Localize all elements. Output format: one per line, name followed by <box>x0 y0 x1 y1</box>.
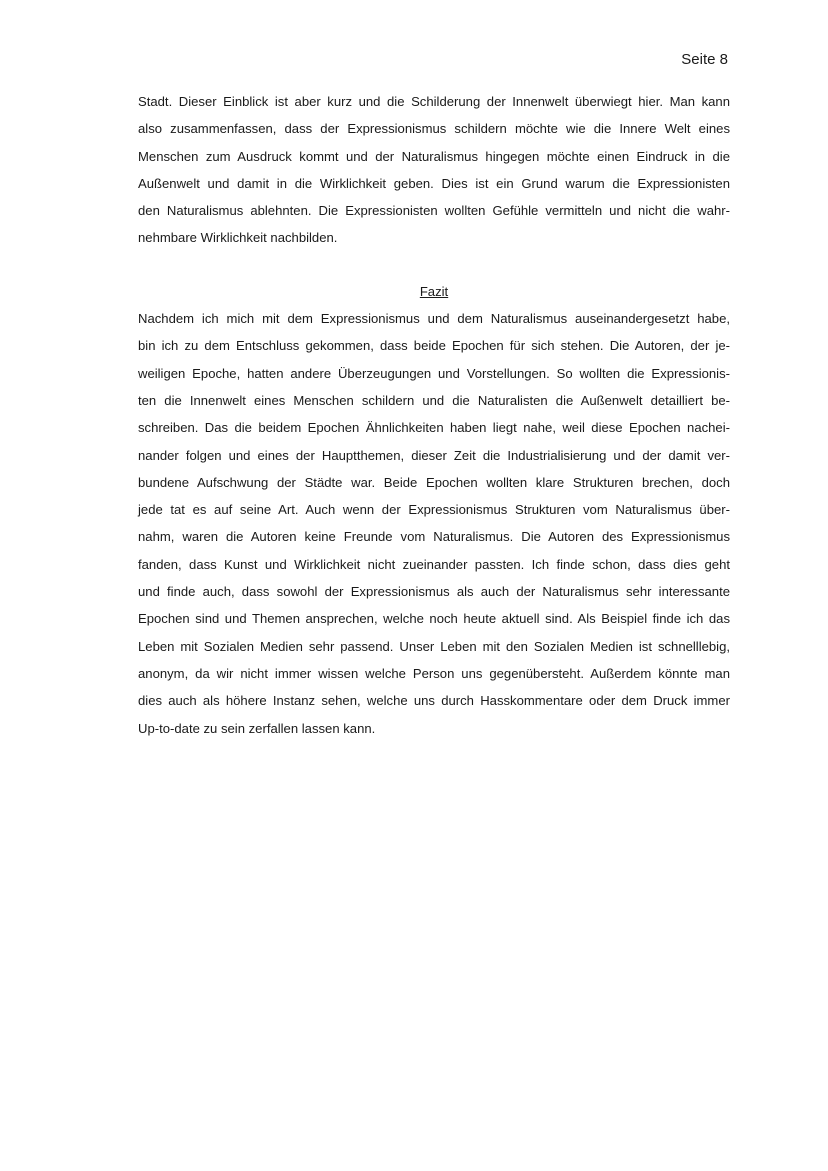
text-line: anonym, da wir nicht immer wissen welche Person uns gegenübersteht. Außerdem könnte man <box>138 665 730 681</box>
heading-text: Fazit <box>419 283 449 299</box>
text-line: Epochen sind und Themen ansprechen, welche noch heute aktuell sind. Als Beispiel finde ich das <box>138 611 730 627</box>
text-line: ten die Innenwelt eines Menschen schildern und die Naturalisten die Außenwelt detailliert be- <box>138 392 730 408</box>
page-number: Seite 8 <box>681 51 728 68</box>
text-line: nehmbare Wirklichkeit nachbilden. <box>138 230 338 246</box>
page-content <box>138 88 730 742</box>
section-heading <box>138 278 730 305</box>
text-line: jede tat es auf seine Art. Auch wenn der Expressionismus Strukturen vom Naturalismus über- <box>138 502 730 518</box>
paragraph-conclusion <box>138 305 730 742</box>
text-line: Leben mit Sozialen Medien sehr passend. Unser Leben mit den Sozialen Medien ist schnelllebig, <box>138 638 730 654</box>
text-line: Up-to-date zu sein zerfallen lassen kann. <box>138 720 376 736</box>
text-line: weiligen Epoche, hatten andere Überzeugungen und Vorstellungen. So wollten die Expressionis- <box>138 365 730 381</box>
paragraph-intro <box>138 88 730 252</box>
text-line: schreiben. Das die beidem Epochen Ähnlichkeiten haben liegt nahe, weil diese Epochen nachei- <box>138 420 730 436</box>
text-line: und finde auch, dass sowohl der Expressionismus als auch der Naturalismus sehr interessante <box>138 584 730 600</box>
text-line: fanden, dass Kunst und Wirklichkeit nicht zueinander passten. Ich finde schon, dass dies geht <box>138 556 730 572</box>
text-line: bin ich zu dem Entschluss gekommen, dass beide Epochen für sich stehen. Die Autoren, der je- <box>138 338 730 354</box>
text-line: nander folgen und eines der Hauptthemen, dieser Zeit die Industrialisierung und der damit ver- <box>138 447 730 463</box>
text-line: Stadt. Dieser Einblick ist aber kurz und die Schilderung der Innenwelt überwiegt hier. Man kann <box>138 94 730 109</box>
text-line: bundene Aufschwung der Städte war. Beide Epochen wollten klare Strukturen brechen, doch <box>138 474 730 490</box>
text-line: dies auch als höhere Instanz sehen, welche uns durch Hasskommentare oder dem Druck immer <box>138 693 730 709</box>
text-line: nahm, waren die Autoren keine Freunde vom Naturalismus. Die Autoren des Expressionismus <box>138 529 730 545</box>
text-line: Nachdem ich mich mit dem Expressionismus und dem Naturalismus auseinandergesetzt habe, <box>138 311 730 327</box>
text-line: Außenwelt und damit in die Wirklichkeit geben. Dies ist ein Grund warum die Expressionisten <box>138 175 730 191</box>
text-line: Menschen zum Ausdruck kommt und der Naturalismus hingegen möchte einen Eindruck in die <box>138 148 730 164</box>
text-line: den Naturalismus ablehnten. Die Expressionisten wollten Gefühle vermitteln und nicht die wahr- <box>138 203 730 219</box>
text-line: also zusammenfassen, dass der Expressionismus schildern möchte wie die Innere Welt eines <box>138 121 730 137</box>
